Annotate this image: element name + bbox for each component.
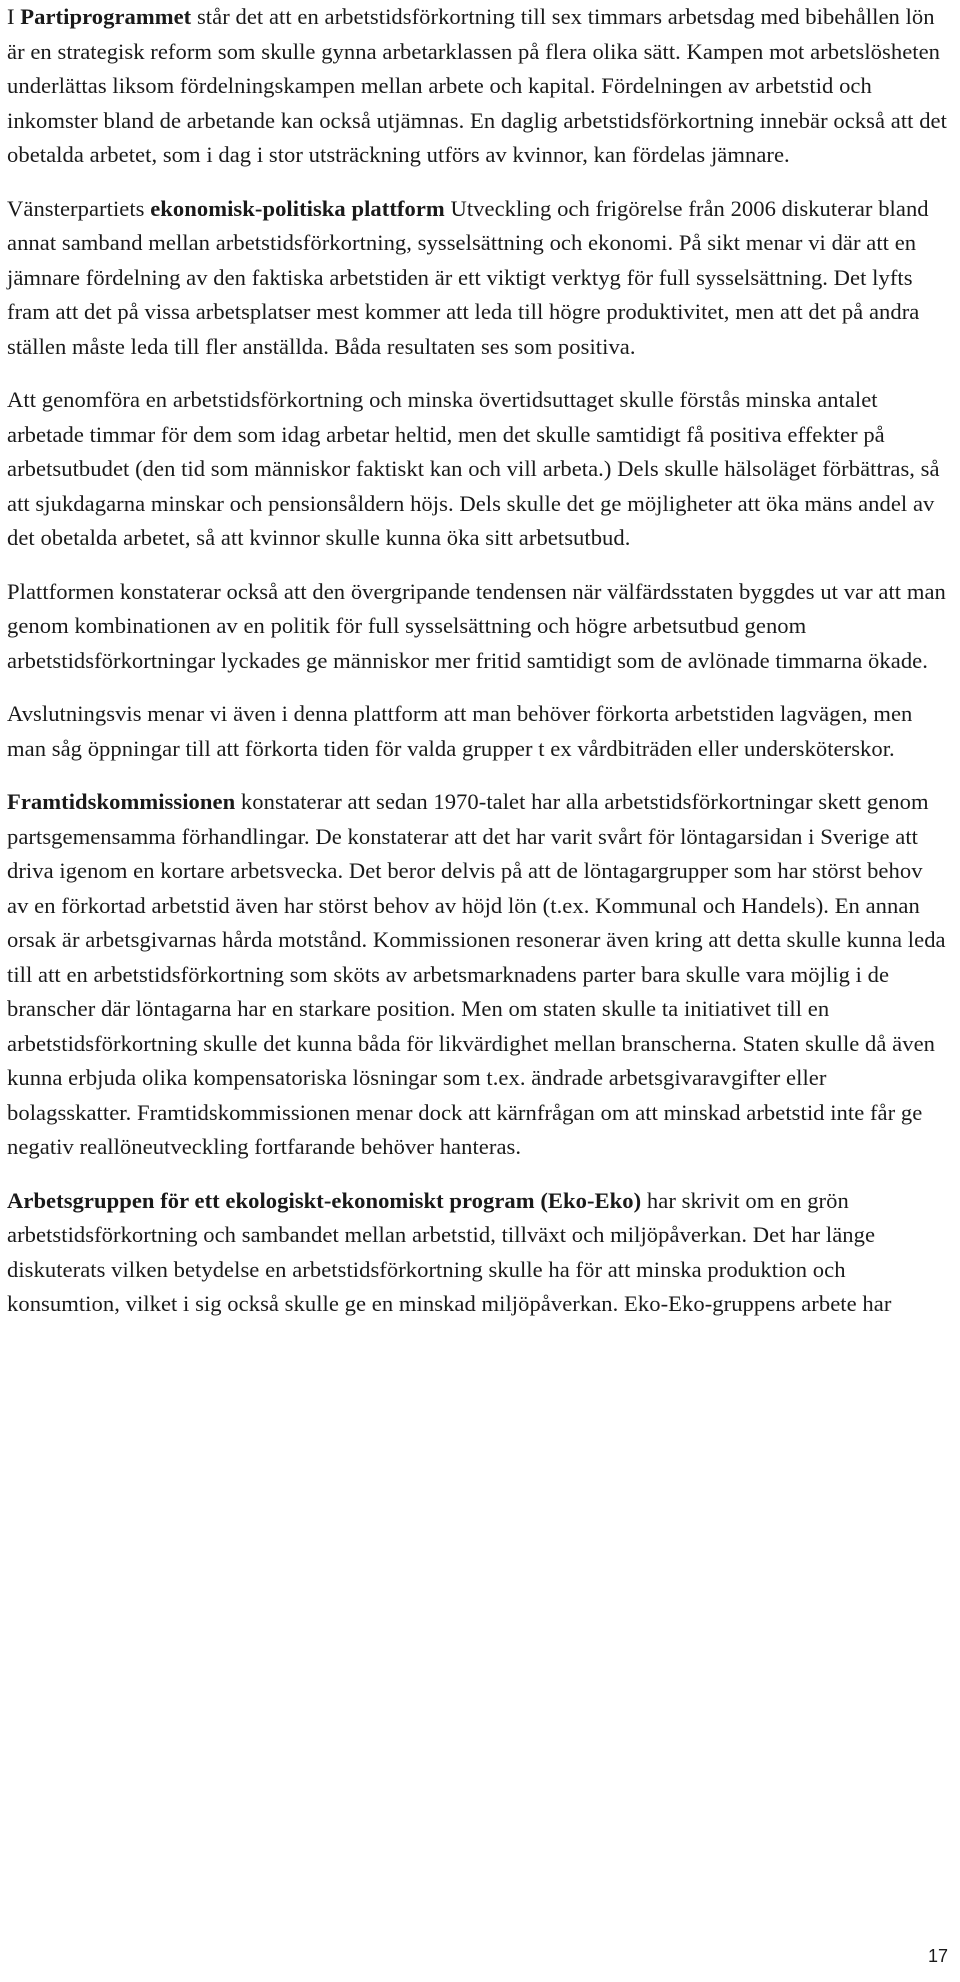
paragraph-text: Utveckling och frigörelse från 2006 diskuterar bland annat samband mellan arbetstidsförkortning, sysselsättning och ekonomi. På sikt menar vi där att en jämnare fördelning av den faktiska arbetstiden är ett viktigt verktyg för full sysselsättning. Det lyfts fram att det på vissa arbetsplatser mest kommer att leda till högre produktivitet, men att det på andra ställen måste leda till fler anställda. Båda resultaten ses som positiva. bbox=[7, 195, 929, 359]
paragraph-bold-term: Partiprogrammet bbox=[20, 4, 192, 29]
paragraph-framtidskommissionen bbox=[7, 785, 947, 1165]
paragraph-partiprogrammet bbox=[7, 0, 947, 173]
page-number: 17 bbox=[927, 1946, 948, 1966]
document-page bbox=[7, 0, 947, 1341]
paragraph-bold-term: Arbetsgruppen för ett ekologiskt-ekonomiskt program (Eko-Eko) bbox=[7, 1187, 642, 1213]
paragraph-text: Plattformen konstaterar också att den övergripande tendensen när välfärdsstaten byggdes ut var att man genom kombinationen av en politik för full sysselsättning och högre arbetsutbud genom arbetstidsförkortningar lyckades ge människor mer fritid samtidigt som de avlönade timmarna ökade. bbox=[7, 578, 946, 673]
paragraph-lead: Vänsterpartiets bbox=[7, 195, 145, 221]
paragraph-text: står det att en arbetstidsförkortning till sex timmars arbetsdag med bibehållen lön är en strategisk reform som skulle gynna arbetarklassen på flera olika sätt. Kampen mot arbetslösheten underlättas liksom fördelningskampen mellan arbete och kapital. Fördelningen av arbetstid och inkomster bland de arbetande kan också utjämnas. En daglig arbetstidsförkortning innebär också att det obetalda arbetet, som i dag i stor utsträckning utförs av kvinnor, kan fördelas jämnare. bbox=[7, 4, 947, 167]
paragraph-text: Avslutningsvis menar vi även i denna plattform att man behöver förkorta arbetstiden lagvägen, men man såg öppningar till att förkorta tiden för valda grupper t ex vårdbiträden eller undersköterskor. bbox=[7, 701, 913, 761]
paragraph-avslutningsvis bbox=[7, 697, 947, 766]
paragraph-text: har skrivit om en grön arbetstidsförkortning och sambandet mellan arbetstid, tillväxt och miljöpåverkan. Det har länge diskuterats vilken betydelse en arbetstidsförkortning skulle ha för att minska produktion och konsumtion, vilket i sig också skulle ge en minskad miljöpåverkan. Eko-Eko-gruppens arbete har bbox=[7, 1187, 892, 1316]
paragraph-bold-term: Framtidskommissionen bbox=[7, 789, 236, 814]
paragraph-ekonomisk-politiska-plattform bbox=[7, 192, 947, 365]
paragraph-bold-term: ekonomisk-politiska plattform bbox=[150, 195, 445, 221]
paragraph-text: konstaterar att sedan 1970-talet har alla arbetstidsförkortningar skett genom partsgemensamma förhandlingar. De konstaterar att det har varit svårt för löntagarsidan i Sverige att driva igenom en kortare arbetsvecka. Det beror delvis på att de löntagargrupper som har störst behov av en förkortad arbetstid även har störst behov av höjd lön (t.ex. Kommunal och Handels). En annan orsak är arbetsgivarnas hårda motstånd. Kommissionen resonerar även kring att detta skulle kunna leda till att en arbetstidsförkortning som sköts av arbetsmarknadens parter bara skulle vara möjlig i de branscher där löntagarna har en starkare position. Men om staten skulle ta initiativet till en arbetstidsförkortning skulle det kunna båda för likvärdighet mellan branscherna. Staten skulle då även kunna erbjuda olika kompensatoriska lösningar som t.ex. ändrade arbetsgivaravgifter eller bolagsskatter. Framtidskommissionen menar dock att kärnfrågan om att minskad arbetstid inte får ge negativ reallöneutveckling fortfarande behöver hanteras. bbox=[7, 789, 946, 1159]
paragraph-arbetsutbud bbox=[7, 383, 947, 556]
paragraph-eko-eko bbox=[7, 1184, 947, 1322]
paragraph-lead: I bbox=[7, 4, 15, 29]
paragraph-text: Att genomföra en arbetstidsförkortning och minska övertidsuttaget skulle förstås minska antalet arbetade timmar för dem som idag arbetar heltid, men det skulle samtidigt få positiva effekter på arbetsutbudet (den tid som människor faktiskt kan och vill arbeta.) Dels skulle hälsoläget förbättras, så att sjukdagarna minskar och pensionsåldern höjs. Dels skulle det ge möjligheter att öka mäns andel av det obetalda arbetet, så att kvinnor skulle kunna öka sitt arbetsutbud. bbox=[7, 387, 940, 550]
paragraph-valfardsstaten bbox=[7, 575, 947, 679]
